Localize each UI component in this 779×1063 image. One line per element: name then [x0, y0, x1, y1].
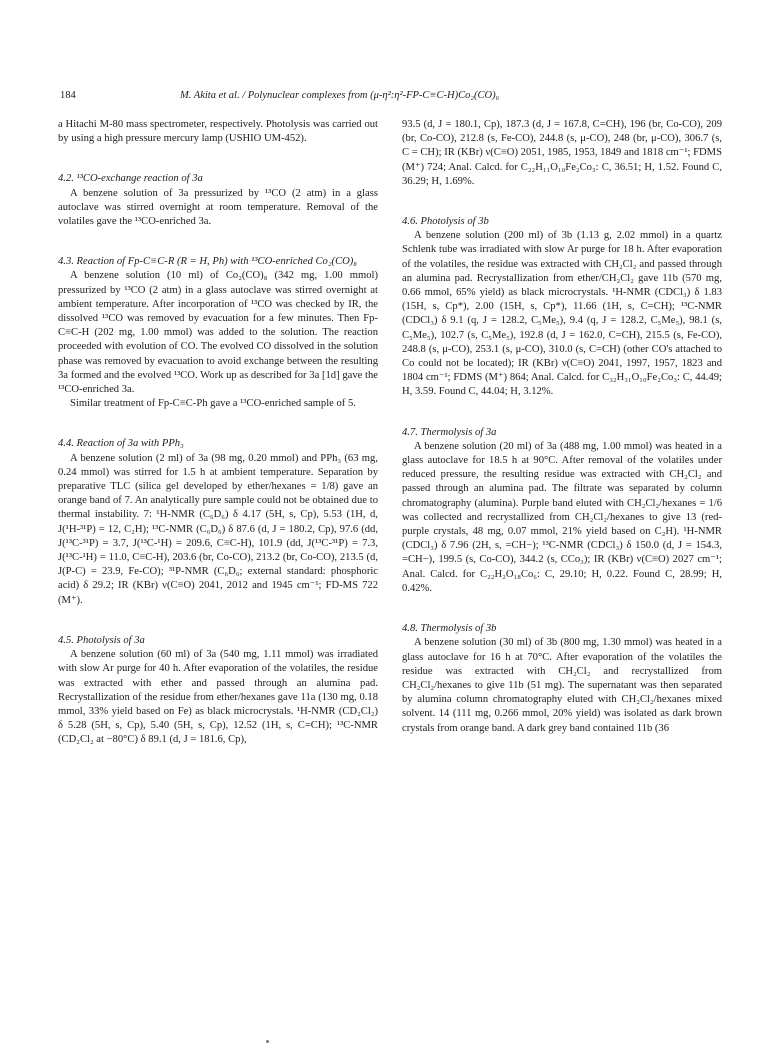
- paragraph: A benzene solution of 3a pressurized by ¹³CO (2 atm) in a glass autoclave was stirred overnight at room temperature. Removal of the volatiles gave the ¹³CO-enriched 3a.: [58, 187, 378, 228]
- section-gap: [402, 189, 722, 215]
- right-column: [402, 118, 722, 736]
- page-mark: [266, 1040, 269, 1043]
- section-gap: [58, 608, 378, 634]
- paragraph: A benzene solution (200 ml) of 3b (1.13 g, 2.02 mmol) in a quartz Schlenk tube was irradiated with slow Ar purge for 18 h. After evaporation of the volatiles, the residue was extracted with CH₂Cl₂ and passed through an alumina pad. Recrystallization from ether/CH₂Cl₂ gave 11b (570 mg, 0.66 mmol, 65% yield) as black microcrystals. ¹H-NMR (CDCl₃) δ 1.83 (15H, s, Cp*), 2.00 (15H, s, Cp*), 11.66 (1H, s, C=CH); ¹³C-NMR (CDCl₃) δ 9.1 (q, J = 128.2, C₅Me₅), 9.4 (q, J = 128.2, C₅Me₅), 98.1 (s, C₅Me₅), 102.7 (s, C₅Me₅), 192.8 (d, J = 162.0, C=CH), 215.5 (s, Fe-CO), 248.8 (s, μ-CO), 253.1 (s, μ-CO), 310.0 (s, C=CH) (other CO's attached to Co could not be located); IR (KBr) ν(C≡O) 2041, 1997, 1957, 1823 and 1804 cm⁻¹; FDMS (M⁺) 864; Anal. Calcd. for C₃₂H₃₁O₁₀Fe₂Co₃: C, 44.49; H, 3.59. Found C, 44.04; H, 3.12%.: [402, 230, 722, 398]
- running-header: [60, 90, 722, 108]
- section-gap: [58, 411, 378, 437]
- section-heading: 4.8. Thermolysis of 3b: [402, 623, 497, 635]
- section-heading: 4.4. Reaction of 3a with PPh₃: [58, 438, 184, 450]
- paragraph: A benzene solution (30 ml) of 3b (800 mg, 1.30 mmol) was heated in a glass autoclave for 16 h at 70°C. After evaporation of the volatiles the residue was extracted with CH₂Cl₂ and recrystallized from CH₂Cl₂/hexanes to give 11b (51 mg). The supernatant was then separated by alumina column chromatography eluted with CH₂Cl₂/hexanes mixed solvent. 14 (111 mg, 0.266 mmol, 20% yield) was isolated as dark brown crystals from orange band. A dark grey band contained 11b (36: [402, 637, 722, 734]
- page-number: 184: [60, 90, 76, 101]
- paragraph: A benzene solution (2 ml) of 3a (98 mg, 0.20 mmol) and PPh₃ (63 mg, 0.24 mmol) was stirred for 1.5 h at ambient temperature. Separation by preparative TLC (silica gel developed by ether/hexanes = 1/8) gave an orange band of 7. An analytically pure sample could not be obtained due to thermal instability. 7: ¹H-NMR (C₆D₆) δ 4.17 (5H, s, Cp), 5.53 (1H, d, J(¹H-³¹P) = 12, C₂H); ¹³C-NMR (C₆D₆) δ 87.6 (d, J = 180.2, Cp), 97.6 (dd, J(¹³C-³¹P) = 3.7, J(¹³C-¹H) = 209.6, C≡C-H), 101.9 (dd, J(¹³C-³¹P) = 7.3, J(¹³C-¹H) = 11.0, C≡C-H), 203.6 (br, Co-CO), 213.2 (br, Co-CO), 213.5 (d, J(P-C) = 23.9, Fe-CO); ³¹P-NMR (C₆D₆; external standard: phosphoric acid) δ 29.2; IR (KBr) ν(C≡O) 2041, 2012 and 1945 cm⁻¹; FD-MS 722 (M⁺).: [58, 452, 378, 606]
- paragraph: Similar treatment of Fp-C≡C-Ph gave a ¹³CO-enriched sample of 5.: [70, 398, 356, 410]
- section-heading: 4.2. ¹³CO-exchange reaction of 3a: [58, 173, 203, 185]
- section-heading: 4.5. Photolysis of 3a: [58, 634, 145, 646]
- left-column: [58, 118, 378, 748]
- section-heading: 4.3. Reaction of Fp-C≡C-R (R = H, Ph) with ¹³CO-enriched Co₂(CO)₈: [58, 256, 357, 268]
- section-heading: 4.7. Thermolysis of 3a: [402, 426, 497, 438]
- section-gap: [402, 400, 722, 426]
- section-gap: [58, 146, 378, 172]
- paragraph: A benzene solution (20 ml) of 3a (488 mg, 1.00 mmol) was heated in a glass autoclave for 18.5 h at 90°C. After removal of the volatiles under reduced pressure, the resulting residue was extracted with CH₂Cl₂ and passed through an alumina pad. The filtrate was separated by column chromatography (alumina). Purple band eluted with CH₂Cl₂/hexanes = 1/6 was collected and recrystallized from CH₂Cl₂/hexanes to give 13 (red-purple crystals, 48 mg, 0.07 mmol, 21% yield based on C₂H). ¹H-NMR (CDCl₃) δ 7.96 (2H, s, =CH−); ¹³C-NMR (CDCl₃) δ 150.0 (d, J = 154.3, =CH−), 199.5 (s, Co-CO), 344.2 (s, CCo₃); IR (KBr) ν(C≡O) 2027 cm⁻¹; Anal. Calcd. for C₂₂H₂O₁₈Co₆: C, 29.10; H, 0.22. Found C, 28.99; H, 0.42%.: [402, 440, 722, 594]
- section-gap: [402, 596, 722, 622]
- paragraph: 93.5 (d, J = 180.1, Cp), 187.3 (d, J = 167.8, C=CH), 196 (br, Co-CO), 209 (br, Co-CO), 212.8 (s, Fe-CO), 244.8 (s, μ-CO), 248 (br, μ-CO), 306.7 (s, C = CH); IR (KBr) ν(C≡O) 2051, 1985, 1953, 1849 and 1818 cm⁻¹; FDMS (M⁺) 724; Anal. Calcd. for C₂₂H₁₁O₁₀Fe₂Co₃: C, 36.51; H, 1.52. Found C, 36.29; H, 1.69%.: [402, 119, 722, 187]
- section-gap: [58, 229, 378, 255]
- running-title: M. Akita et al. / Polynuclear complexes from (μ-η²:η²-FP-C≡C-H)Co₂(CO)₆: [180, 90, 500, 101]
- paragraph: a Hitachi M-80 mass spectrometer, respectively. Photolysis was carried out by using a high pressure mercury lamp (USHIO UM-452).: [58, 119, 378, 145]
- paragraph: A benzene solution (10 ml) of Co₂(CO)₈ (342 mg, 1.00 mmol) pressurized by ¹³CO (2 atm) in a glass autoclave was stirred overnight at ambient temperature. After incorporation of ¹³CO was checked by IR, the dissolved ¹³CO was removed by evacuation for a few minutes. Then Fp-C≡C-H (202 mg, 1.00 mmol) was added to the solution. The reaction proceeded with evolution of CO. The evolved CO dissolved in the solution phase was removed by evacuation to avoid exchange between the resulting 3a formed and the evolved ¹³CO. Work up as described for 3a [1d] gave the ¹³CO-enriched 3a.: [58, 270, 378, 396]
- section-heading: 4.6. Photolysis of 3b: [402, 216, 489, 228]
- paragraph: A benzene solution (60 ml) of 3a (540 mg, 1.11 mmol) was irradiated with slow Ar purge for 40 h. After evaporation of the volatiles, the residue was extracted with ether and passed through an alumina pad. Recrystallization of the residue from ether/hexanes gave 11a (130 mg, 0.18 mmol, 33% yield based on Fe) as black microcrystals. ¹H-NMR (CD₂Cl₂) δ 5.28 (5H, s, Cp), 5.40 (5H, s, Cp), 12.52 (1H, s, C=CH); ¹³C-NMR (CD₂Cl₂ at −80°C) δ 89.1 (d, J = 181.6, Cp),: [58, 649, 378, 746]
